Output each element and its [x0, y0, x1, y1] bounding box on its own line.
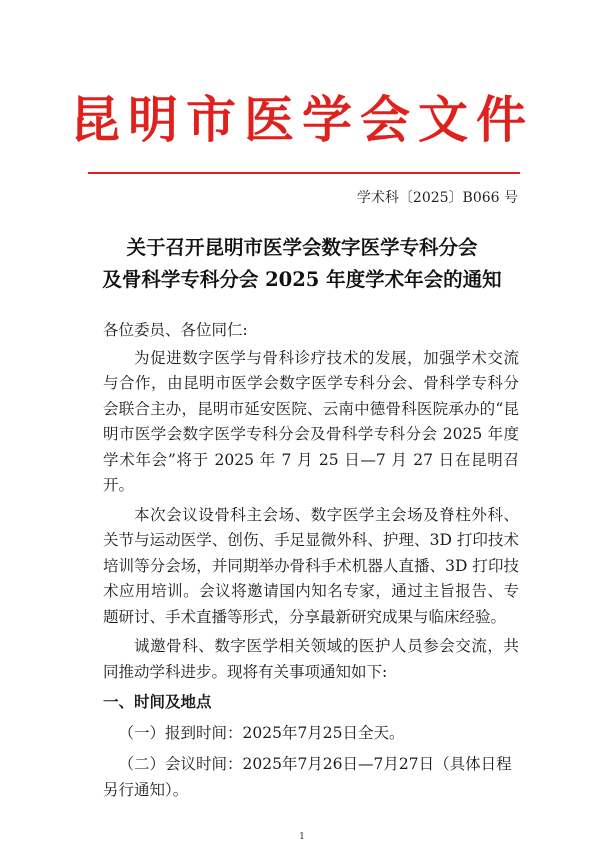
document-number: 学术科〔2025〕B066 号 [356, 190, 518, 206]
salutation: 各位委员、各位同仁: [103, 321, 248, 339]
notice-body [103, 318, 519, 803]
notice-title-line-2: 及骨科学专科分会 2025 年度学术年会的通知 [102, 268, 502, 291]
notice-title [0, 232, 604, 296]
paragraph-invitation: 诚邀骨科、数字医学相关领域的医护人员参会交流，共同推动学科进步。现将有关事项通知如下: [103, 637, 519, 681]
masthead-title: 昆明市医学会文件 [70, 90, 534, 149]
paragraph-purpose: 为促进数字医学与骨科诊疗技术的发展，加强学术交流与合作，由昆明市医学会数字医学专科分会、骨科学专科分会联合主办，昆明市延安医院、云南中德骨科医院承办的“昆明市医学会数字医学专科分会及骨科学专科分会 2025 年度学术年会”将于 2025 年 7 月 25 日—7 月 27 日在昆明召开。 [103, 348, 519, 494]
section-heading-time-place: 一、时间及地点 [103, 692, 212, 711]
paragraph-sessions: 本次会议设骨科主会场、数字医学主会场及脊柱外科、关节与运动医学、创伤、手足显微外科、护理、3D 打印技术培训等分会场，并同期举办骨科手术机器人直播、3D 打印技术应用培训。会议将邀请国内知名专家，通过主旨报告、专题研讨、手术直播等形式，分享最新研究成果与临床经验。 [103, 505, 519, 626]
item-meeting-time: （二）会议时间：2025年7月26日—7月27日（具体日程另行通知）。 [103, 755, 512, 799]
red-divider-line [88, 172, 520, 174]
item-registration-time: （一）报到时间：2025年7月25日全天。 [118, 723, 405, 742]
page-number: 1 [299, 832, 305, 842]
notice-title-line-1: 关于召开昆明市医学会数字医学专科分会 [126, 236, 478, 259]
